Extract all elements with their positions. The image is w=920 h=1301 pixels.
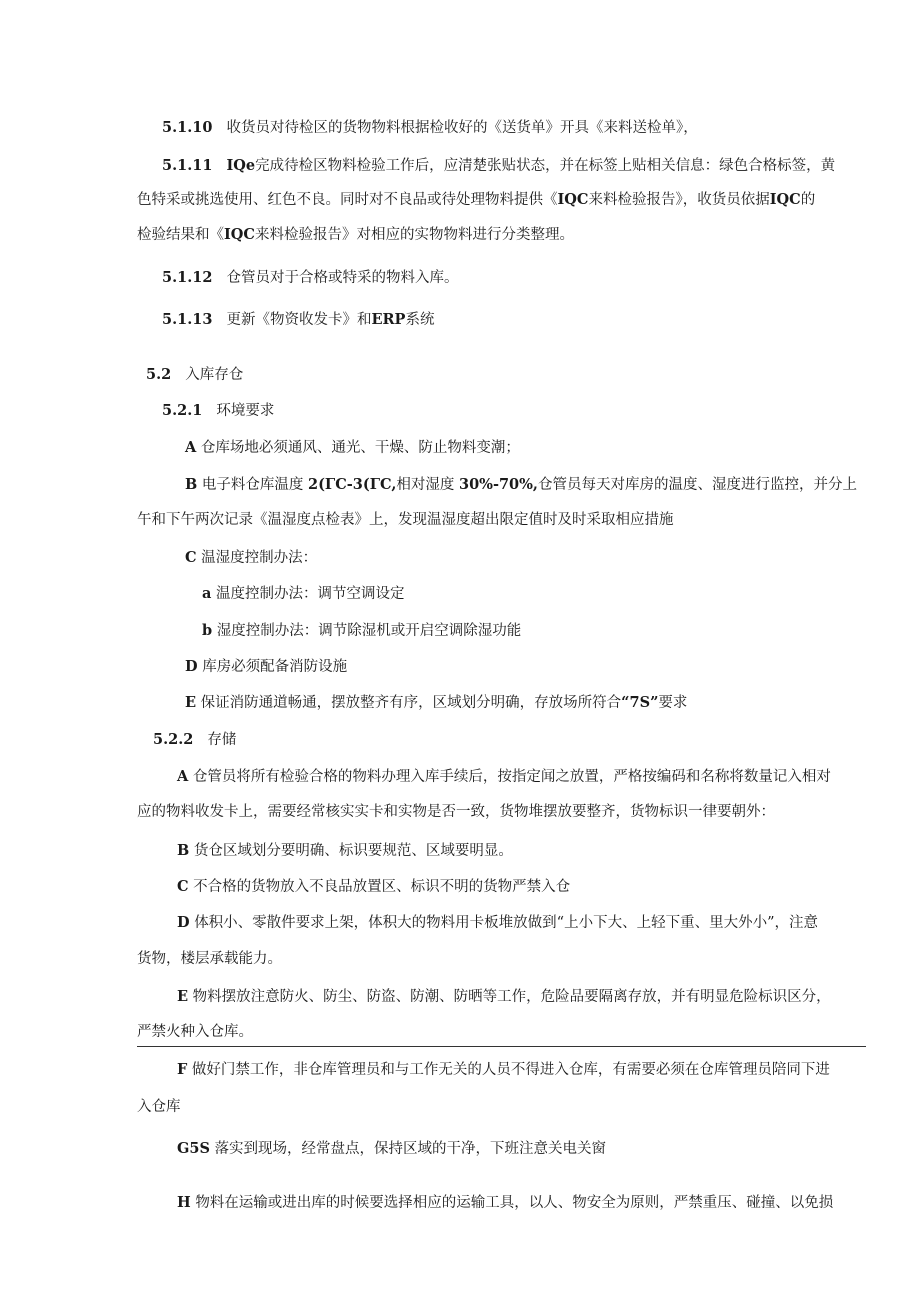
item-text: 落实到现场，经常盘点，保持区域的干净，下班注意关电关窗 <box>214 1141 607 1157</box>
text-run: 要求 <box>658 695 688 711</box>
section-number: 5.2.1 <box>162 402 203 419</box>
item-5-2-1-c <box>185 548 317 568</box>
text-run: ERP <box>371 311 406 328</box>
section-5-2-heading <box>146 365 243 385</box>
item-text: 午和下午两次记录《温湿度点检表》上，发现温湿度超出限定值时及时采取相应措施 <box>137 512 674 528</box>
item-letter: G5S <box>177 1140 210 1157</box>
item-letter: E <box>177 988 189 1005</box>
item-letter: C <box>177 878 189 895</box>
section-number: 5.2.2 <box>153 731 194 748</box>
item-letter: B <box>177 842 190 859</box>
clause-5-1-11-line2 <box>137 190 815 210</box>
item-text: 货物，楼层承载能力。 <box>137 951 282 967</box>
item-letter: E <box>185 694 197 711</box>
item-letter: b <box>202 622 213 639</box>
item-text: 物料摆放注意防火、防尘、防盗、防潮、防晒等工作，危险品要隔离存放，并有明显危险标识区分， <box>192 989 831 1005</box>
clause-text: 收货员对待检区的货物物料根据检收好的《送货单》开具《来料送检单》， <box>226 120 698 136</box>
item-5-2-2-d <box>177 913 818 933</box>
text-run: 来料检验报告》，收货员依据 <box>588 192 770 208</box>
text-run: 系统 <box>405 312 435 328</box>
clause-5-1-11 <box>162 156 835 176</box>
item-5-2-2-c <box>177 877 570 897</box>
item-5-2-1-a <box>185 438 520 458</box>
item-5-2-2-h <box>177 1193 833 1213</box>
section-number: 5.2 <box>146 366 172 383</box>
text-run: 相对湿度 <box>396 477 455 493</box>
item-5-2-2-e-line2 <box>137 1022 253 1042</box>
item-letter: a <box>202 585 212 602</box>
item-text: 温湿度控制办法： <box>201 550 318 566</box>
text-run: 电子料仓库温度 <box>201 477 304 493</box>
item-letter: A <box>185 439 197 456</box>
text-run: IQC <box>769 191 801 208</box>
text-run: IQC <box>224 226 255 243</box>
item-5-2-1-b-line2 <box>137 510 674 530</box>
item-5-2-1-e <box>185 693 687 713</box>
item-text: 仓库场地必须通风、通光、干燥、防止物料变潮； <box>200 440 520 456</box>
item-text: 温度控制办法：调节空调设定 <box>216 586 405 602</box>
text-run: 检验结果和《 <box>137 227 224 243</box>
clause-text: 完成待检区物料检验工作后，应清楚张贴状态，并在标签上贴相关信息：绿色合格标签，黄 <box>255 158 836 174</box>
item-5-2-2-a-line2 <box>137 802 775 822</box>
item-5-2-1-b <box>185 475 857 495</box>
item-5-2-2-f-line2 <box>137 1097 181 1117</box>
item-text: 货仓区域划分要明确、标识要规范、区域要明显。 <box>193 843 513 859</box>
item-text: 湿度控制办法：调节除湿机或开启空调除湿功能 <box>216 623 522 639</box>
item-5-2-2-a <box>177 767 831 787</box>
item-text: 严禁火种入仓库。 <box>137 1024 253 1040</box>
item-5-2-1-c-b <box>202 621 521 641</box>
clause-number: 5.1.13 <box>162 311 213 328</box>
section-5-2-1-heading <box>162 401 274 421</box>
item-text: 仓管员将所有检验合格的物料办理入库手续后，按指定闻之放置，严格按编码和名称将数量记入相对 <box>192 769 831 785</box>
item-letter: A <box>177 768 189 785</box>
item-text: 物料在运输或进出库的时候要选择相应的运输工具，以人、物安全为原则，严禁重压、碰撞、以免损 <box>195 1195 834 1211</box>
clause-number: 5.1.11 <box>162 157 213 174</box>
item-text: 不合格的货物放入不良品放置区、标识不明的货物严禁入仓 <box>193 879 571 895</box>
text-run: IQC <box>557 191 589 208</box>
item-letter: H <box>177 1194 191 1211</box>
section-title: 环境要求 <box>216 403 275 419</box>
clause-5-1-10 <box>162 118 698 138</box>
text-run: 2(ΓC-3(ΓC, <box>307 476 397 493</box>
section-5-2-2-heading <box>153 730 236 750</box>
clause-5-1-12 <box>162 268 458 288</box>
text-run: 色特采或挑选使用、红色不良。同时对不良品或待处理物料提供《 <box>137 192 558 208</box>
item-text: 做好门禁工作，非仓库管理员和与工作无关的人员不得进入仓库，有需要必须在仓库管理员陪同下进 <box>191 1062 830 1078</box>
text-run: 的 <box>800 192 816 208</box>
section-title: 存储 <box>207 732 237 748</box>
item-letter: D <box>185 658 198 675</box>
item-5-2-2-g <box>177 1139 606 1159</box>
item-letter: C <box>185 549 197 566</box>
item-text: 体积小、零散件要求上架，体积大的物料用卡板堆放做到“上小下大、上轻下重、里大外小”，注意 <box>194 915 819 931</box>
text-run: 30%-70%, <box>458 476 538 493</box>
clause-5-1-13 <box>162 310 434 330</box>
item-text: 应的物料收发卡上，需要经常核实实卡和实物是否一致，货物堆摆放要整齐，货物标识一律要朝外： <box>137 804 775 820</box>
text-run: 更新《物资收发卡》和 <box>226 312 372 328</box>
clause-5-1-11-line3 <box>137 225 574 245</box>
clause-number: 5.1.12 <box>162 269 213 286</box>
text-run: 仓管员每天对库房的温度、湿度进行监控，并分上 <box>537 477 857 493</box>
item-5-2-2-f <box>177 1060 830 1080</box>
horizontal-divider <box>137 1046 866 1047</box>
text-run: 来料检验报告》对相应的实物物料进行分类整理。 <box>254 227 574 243</box>
item-letter: B <box>185 476 198 493</box>
section-title: 入库存仓 <box>185 367 244 383</box>
item-letter: F <box>177 1061 188 1078</box>
clause-text: 仓管员对于合格或特采的物料入库。 <box>226 270 459 286</box>
item-5-2-2-b <box>177 841 513 861</box>
item-5-2-1-c-a <box>202 584 405 604</box>
item-5-2-1-d <box>185 657 347 677</box>
item-5-2-2-d-line2 <box>137 949 282 969</box>
item-letter: D <box>177 914 190 931</box>
text-run: 保证消防通道畅通，摆放整齐有序，区域划分明确，存放场所符合 <box>200 695 622 711</box>
item-text: 入仓库 <box>137 1099 181 1115</box>
item-text: 库房必须配备消防设施 <box>202 659 348 675</box>
clause-number: 5.1.10 <box>162 119 213 136</box>
item-5-2-2-e <box>177 987 831 1007</box>
clause-lead: IQe <box>226 157 256 174</box>
text-run: “7S” <box>621 694 659 711</box>
